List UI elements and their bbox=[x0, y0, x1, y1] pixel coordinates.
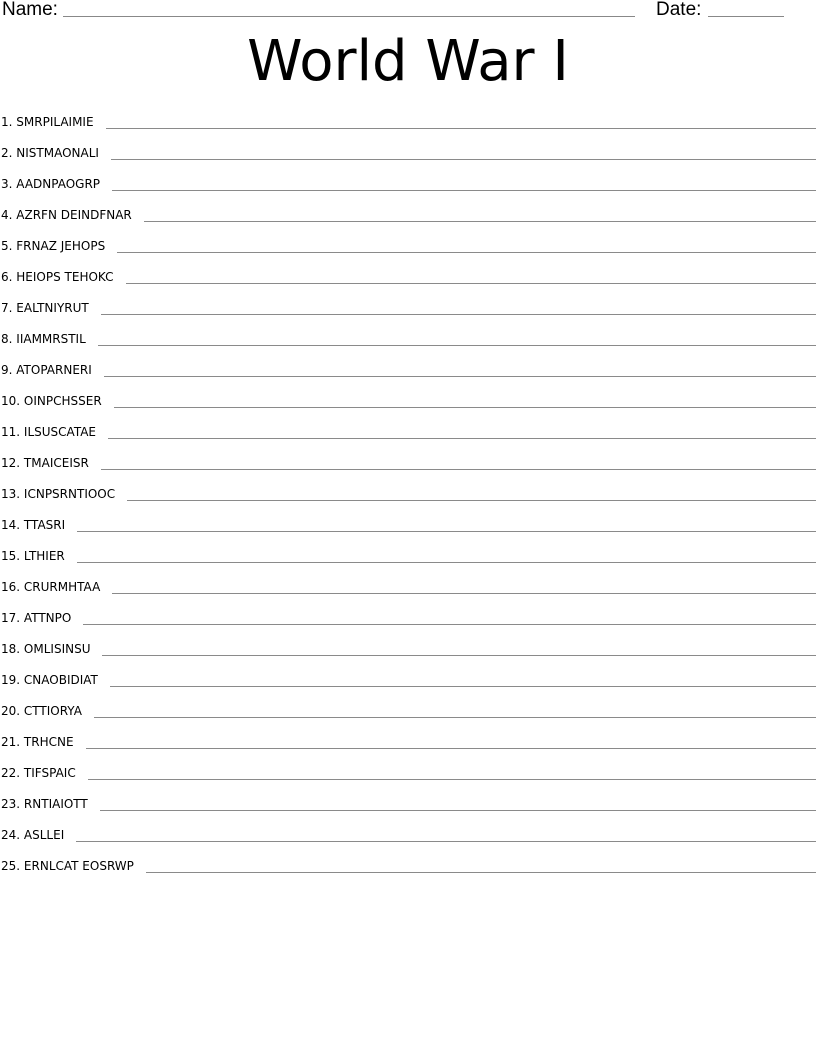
list-item bbox=[0, 451, 816, 482]
scrambled-letters: ATOPARNERI bbox=[16, 363, 92, 377]
item-number: 10. bbox=[1, 394, 21, 408]
list-item bbox=[0, 823, 816, 854]
worksheet-header bbox=[0, 0, 816, 22]
scrambled-letters: IIAMMRSTIL bbox=[16, 332, 86, 346]
scrambled-letters: CRURMHTAA bbox=[23, 580, 101, 594]
scrambled-word bbox=[0, 641, 90, 657]
item-number: 14. bbox=[1, 518, 21, 532]
answer-line[interactable] bbox=[77, 531, 816, 532]
item-number: 15. bbox=[1, 549, 21, 563]
list-item bbox=[0, 575, 816, 606]
scrambled-letters: NISTMAONALI bbox=[16, 146, 99, 160]
scrambled-word bbox=[0, 238, 105, 254]
date-field-line[interactable] bbox=[708, 16, 784, 17]
item-number: 7. bbox=[1, 301, 13, 315]
list-item bbox=[0, 389, 816, 420]
scrambled-word bbox=[0, 176, 100, 192]
list-item bbox=[0, 141, 816, 172]
name-field-line[interactable] bbox=[63, 16, 635, 17]
scrambled-letters: ASLLEI bbox=[23, 828, 65, 842]
answer-line[interactable] bbox=[86, 748, 816, 749]
item-number: 23. bbox=[1, 797, 21, 811]
item-number: 21. bbox=[1, 735, 21, 749]
item-number: 11. bbox=[1, 425, 21, 439]
scrambled-letters: TRHCNE bbox=[23, 735, 74, 749]
item-number: 22. bbox=[1, 766, 21, 780]
answer-line[interactable] bbox=[127, 500, 816, 501]
answer-line[interactable] bbox=[106, 128, 816, 129]
list-item bbox=[0, 544, 816, 575]
name-label: Name: bbox=[2, 0, 58, 20]
list-item bbox=[0, 327, 816, 358]
item-number: 12. bbox=[1, 456, 21, 470]
answer-line[interactable] bbox=[88, 779, 816, 780]
answer-line[interactable] bbox=[144, 221, 816, 222]
list-item bbox=[0, 172, 816, 203]
item-number: 16. bbox=[1, 580, 21, 594]
scrambled-word bbox=[0, 827, 64, 843]
scrambled-letters: TMAICEISR bbox=[23, 456, 89, 470]
scrambled-letters: HEIOPS TEHOKC bbox=[16, 270, 114, 284]
scrambled-letters: AZRFN DEINDFNAR bbox=[16, 208, 132, 222]
scrambled-word bbox=[0, 114, 94, 130]
list-item bbox=[0, 265, 816, 296]
scrambled-letters: LTHIER bbox=[23, 549, 65, 563]
list-item bbox=[0, 420, 816, 451]
answer-line[interactable] bbox=[117, 252, 816, 253]
scrambled-letters: CTTIORYA bbox=[23, 704, 82, 718]
answer-line[interactable] bbox=[77, 562, 816, 563]
list-item bbox=[0, 358, 816, 389]
scrambled-letters: AADNPAOGRP bbox=[16, 177, 101, 191]
item-number: 3. bbox=[1, 177, 13, 191]
list-item bbox=[0, 203, 816, 234]
answer-line[interactable] bbox=[100, 810, 816, 811]
scrambled-word bbox=[0, 703, 82, 719]
answer-line[interactable] bbox=[111, 159, 816, 160]
item-number: 19. bbox=[1, 673, 21, 687]
answer-line[interactable] bbox=[112, 593, 816, 594]
scrambled-letters: ILSUSCATAE bbox=[23, 425, 97, 439]
scrambled-word bbox=[0, 796, 88, 812]
item-number: 24. bbox=[1, 828, 21, 842]
list-item bbox=[0, 110, 816, 141]
scrambled-word bbox=[0, 548, 65, 564]
item-number: 8. bbox=[1, 332, 13, 346]
scrambled-letters: EALTNIYRUT bbox=[16, 301, 89, 315]
answer-line[interactable] bbox=[114, 407, 816, 408]
answer-line[interactable] bbox=[94, 717, 816, 718]
answer-line[interactable] bbox=[76, 841, 816, 842]
answer-line[interactable] bbox=[101, 314, 816, 315]
item-number: 6. bbox=[1, 270, 13, 284]
scrambled-letters: TIFSPAIC bbox=[23, 766, 76, 780]
scrambled-word bbox=[0, 765, 76, 781]
scrambled-word bbox=[0, 331, 86, 347]
scrambled-word bbox=[0, 300, 89, 316]
scrambled-word bbox=[0, 269, 114, 285]
list-item bbox=[0, 234, 816, 265]
scrambled-letters: OINPCHSSER bbox=[23, 394, 102, 408]
scrambled-word bbox=[0, 145, 99, 161]
item-number: 1. bbox=[1, 115, 13, 129]
item-number: 20. bbox=[1, 704, 21, 718]
answer-line[interactable] bbox=[126, 283, 816, 284]
scrambled-word bbox=[0, 393, 102, 409]
page-title: World War I bbox=[247, 29, 569, 94]
scrambled-letters: ATTNPO bbox=[23, 611, 72, 625]
list-item bbox=[0, 668, 816, 699]
item-number: 5. bbox=[1, 239, 13, 253]
scrambled-letters: CNAOBIDIAT bbox=[23, 673, 98, 687]
item-number: 4. bbox=[1, 208, 13, 222]
scrambled-letters: SMRPILAIMIE bbox=[16, 115, 94, 129]
scrambled-word bbox=[0, 455, 89, 471]
answer-line[interactable] bbox=[112, 190, 816, 191]
scrambled-word bbox=[0, 734, 74, 750]
answer-line[interactable] bbox=[108, 438, 816, 439]
scrambled-word bbox=[0, 579, 100, 595]
list-item bbox=[0, 792, 816, 823]
answer-line[interactable] bbox=[110, 686, 816, 687]
item-number: 2. bbox=[1, 146, 13, 160]
list-item bbox=[0, 296, 816, 327]
scramble-word-list bbox=[0, 110, 816, 885]
list-item bbox=[0, 513, 816, 544]
scrambled-word bbox=[0, 362, 92, 378]
list-item bbox=[0, 761, 816, 792]
scrambled-letters: OMLISINSU bbox=[23, 642, 91, 656]
answer-line[interactable] bbox=[98, 345, 816, 346]
scrambled-letters: ICNPSRNTIOOC bbox=[23, 487, 116, 501]
answer-line[interactable] bbox=[146, 872, 816, 873]
list-item bbox=[0, 854, 816, 885]
scrambled-letters: ERNLCAT EOSRWP bbox=[23, 859, 134, 873]
scrambled-word bbox=[0, 424, 96, 440]
scrambled-word bbox=[0, 672, 98, 688]
scrambled-letters: TTASRI bbox=[23, 518, 66, 532]
item-number: 17. bbox=[1, 611, 21, 625]
scrambled-word bbox=[0, 517, 65, 533]
scrambled-word bbox=[0, 610, 71, 626]
item-number: 18. bbox=[1, 642, 21, 656]
answer-line[interactable] bbox=[101, 469, 816, 470]
answer-line[interactable] bbox=[104, 376, 816, 377]
scrambled-letters: FRNAZ JEHOPS bbox=[16, 239, 106, 253]
list-item bbox=[0, 637, 816, 668]
list-item bbox=[0, 699, 816, 730]
scrambled-letters: RNTIAIOTT bbox=[23, 797, 88, 811]
scrambled-word bbox=[0, 207, 132, 223]
item-number: 9. bbox=[1, 363, 13, 377]
list-item bbox=[0, 730, 816, 761]
item-number: 13. bbox=[1, 487, 21, 501]
scrambled-word bbox=[0, 858, 134, 874]
item-number: 25. bbox=[1, 859, 21, 873]
list-item bbox=[0, 482, 816, 513]
date-label: Date: bbox=[656, 0, 702, 20]
list-item bbox=[0, 606, 816, 637]
answer-line[interactable] bbox=[83, 624, 816, 625]
answer-line[interactable] bbox=[102, 655, 816, 656]
scrambled-word bbox=[0, 486, 115, 502]
